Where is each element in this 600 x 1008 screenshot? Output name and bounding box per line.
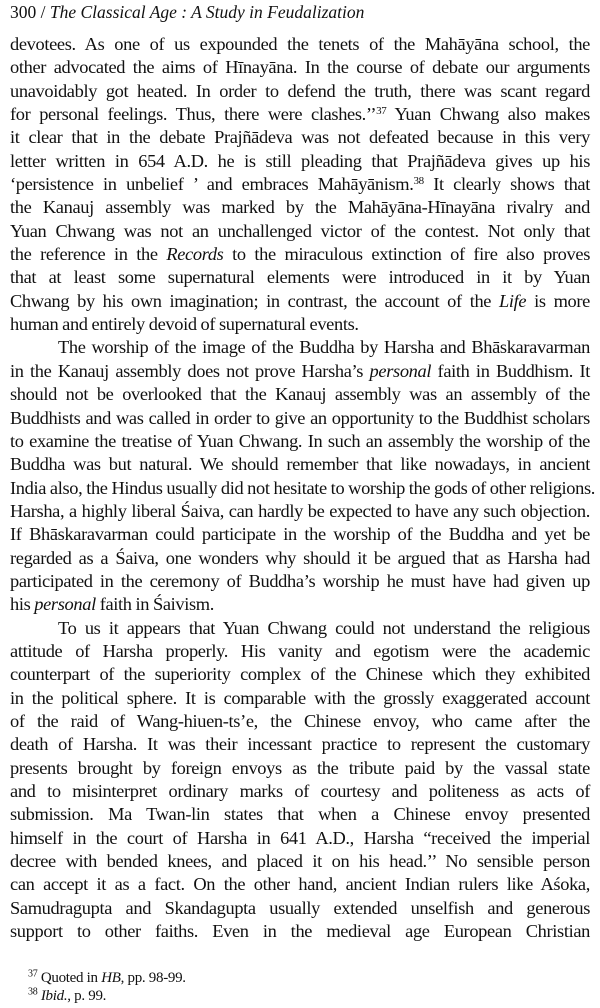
text-line: [10, 687, 590, 710]
text-line: [10, 640, 590, 663]
text-run: that at least some supernatural elements were introduced in it by Yuan: [10, 267, 590, 288]
text-run: Samudragupta and Skandagupta usually extended unselfish and generous: [10, 897, 590, 918]
text-run: is more: [526, 290, 590, 311]
text-run: Yuan Chwang also makes: [386, 104, 590, 125]
text-run: To us it appears that Yuan Chwang could not understand the religious: [58, 617, 590, 638]
footnote-ref: 38: [413, 175, 424, 188]
text-line: [10, 243, 590, 266]
text-line: [10, 290, 590, 313]
text-run: for personal feelings. Thus, there were clashes.’’: [10, 104, 377, 125]
text-line: [10, 803, 590, 826]
text-run: , p. 99.: [67, 987, 107, 1004]
footnote: [28, 988, 186, 1006]
text-run: and to misinterpret ordinary marks of courtesy and politeness as acts of: [10, 781, 590, 801]
text-run: in the Kanauj assembly does not prove Harsha’s: [10, 360, 370, 381]
text-line: [10, 593, 590, 616]
text-line: [10, 56, 590, 79]
text-line: [10, 407, 590, 430]
text-line: [10, 733, 590, 756]
footnote-ref: 37: [28, 968, 38, 980]
text-run: The worship of the image of the Buddha by Harsha and Bhāskaravarman: [58, 337, 590, 358]
footnote-ref: 37: [376, 104, 387, 117]
text-run: Buddha was but natural. We should remember that like nowadays, in ancient: [10, 454, 590, 475]
text-line: [10, 547, 590, 570]
running-head: [10, 1, 364, 23]
text-line: [10, 173, 590, 196]
text-run: , pp. 98-99.: [120, 970, 186, 986]
footnotes: [28, 970, 186, 1005]
text-line: [10, 897, 590, 920]
italic-text: Records: [166, 244, 224, 265]
text-run: in the political sphere. It is comparable with the grossly exaggerated account: [10, 687, 590, 708]
text-run: Chwang by his own imagination; in contrast, the account of the: [10, 290, 500, 311]
text-line: [10, 196, 590, 219]
text-line: [10, 126, 590, 149]
text-line: [10, 873, 590, 896]
text-line: [10, 80, 590, 103]
text-run: other advocated the aims of Hīnayāna. In the course of debate our arguments: [10, 57, 590, 78]
italic-text: Life: [499, 290, 527, 311]
text-run: it clear that in the debate Prajñādeva was not defeated because in this very: [10, 127, 590, 148]
text-run: the Kanauj assembly was marked by the Mahāyāna-Hīnayāna rivalry and: [10, 197, 590, 218]
text-run: support to other faiths. Even in the medieval age European Christian: [10, 921, 590, 942]
text-line: [10, 336, 590, 359]
text-run: Harsha, a highly liberal Śaiva, can hardly be expected to have any such objection.: [10, 500, 590, 521]
text-run: to the miraculous extinction of fire also proves: [223, 244, 590, 265]
text-line: [10, 150, 590, 173]
text-run: can accept it as a fact. On the other hand, ancient Indian rulers like Aśoka,: [10, 874, 590, 895]
text-run: participated in the ceremony of Buddha’s worship he must have had given up: [10, 570, 590, 591]
text-line: [10, 523, 590, 546]
text-run: ‘persistence in unbelief ’ and embraces Mahāyānism.: [10, 174, 414, 195]
text-run: regarded as a Śaiva, one wonders why should it be argued that as Harsha had: [10, 547, 590, 568]
text-run: faith in Śaivism.: [95, 594, 215, 615]
text-run: unavoidably got heated. In order to defend the truth, there was scant regard: [10, 80, 590, 101]
text-run: Buddhists and was called in order to give an opportunity to the Buddhist scholars: [10, 407, 590, 428]
text-line: [10, 710, 590, 733]
text-run: letter written in 654 A.D. he is still pleading that Prajñādeva gives up his: [10, 150, 590, 171]
text-run: counterpart of the superiority complex of the Chinese which they exhibited: [10, 664, 590, 685]
text-run: to examine the treatise of Yuan Chwang. In such an assembly the worship of the: [10, 430, 590, 451]
text-run: Yuan Chwang was not an unchallenged victor of the contest. Not only that: [10, 220, 590, 241]
text-line: [10, 33, 590, 56]
page-number: 300: [10, 2, 37, 22]
footnote-ref: 38: [28, 986, 38, 997]
text-line: [10, 220, 590, 243]
text-line: [10, 617, 590, 640]
text-line: [10, 313, 590, 336]
text-run: It clearly shows that: [423, 174, 590, 195]
body-text: [10, 33, 596, 943]
italic-text: personal: [369, 360, 432, 381]
text-run: Quoted in: [37, 970, 102, 986]
book-title: The Classical Age : A Study in Feudalization: [49, 2, 365, 22]
text-line: [10, 780, 590, 803]
text-run: should not be overlooked that the Kanauj assembly was an assembly of the: [10, 384, 590, 405]
text-run: attitude of Harsha properly. His vanity and egotism were the academic: [10, 640, 590, 661]
italic-text: personal: [34, 594, 96, 615]
text-run: presents brought by foreign envoys as the tribute paid by the vassal state: [10, 757, 590, 778]
text-line: [10, 850, 590, 873]
text-run: himself in the court of Harsha in 641 A.D., Harsha “received the imperial: [10, 827, 590, 848]
text-run: the reference in the: [10, 244, 167, 265]
text-line: [10, 430, 590, 453]
head-separator: /: [36, 2, 50, 22]
footnote: [28, 970, 186, 988]
text-run: decree with bended knees, and placed it on his head.’’ No sensible person: [10, 851, 590, 872]
text-run: submission. Ma Twan-lin states that when a Chinese envoy presented: [10, 804, 590, 825]
text-line: [10, 477, 596, 500]
text-run: If Bhāskaravarman could participate in the worship of the Buddha and yet be: [10, 524, 590, 545]
text-line: [10, 920, 590, 943]
italic-text: Ibid.: [40, 987, 68, 1004]
text-line: [10, 383, 590, 406]
text-run: his: [10, 594, 35, 615]
italic-text: HB: [101, 970, 121, 986]
text-run: India also, the Hindus usually did not hesitate to worship the gods of other religions.: [10, 477, 596, 498]
text-run: faith in Buddhism. It: [431, 360, 590, 381]
text-run: devotees. As one of us expounded the tenets of the Mahāyāna school, the: [10, 34, 590, 54]
text-run: human and entirely devoid of supernatural events.: [10, 314, 359, 335]
text-line: [10, 453, 590, 476]
text-run: death of Harsha. It was their incessant practice to represent the customary: [10, 734, 590, 755]
text-line: [10, 360, 590, 383]
text-line: [10, 663, 590, 686]
text-line: [10, 827, 590, 850]
text-line: [10, 757, 590, 780]
text-line: [10, 266, 590, 289]
text-line: [10, 570, 590, 593]
text-line: [10, 500, 590, 523]
text-run: of the raid of Wang-hiuen-ts’e, the Chinese envoy, who came after the: [10, 710, 590, 731]
text-line: [10, 103, 590, 126]
